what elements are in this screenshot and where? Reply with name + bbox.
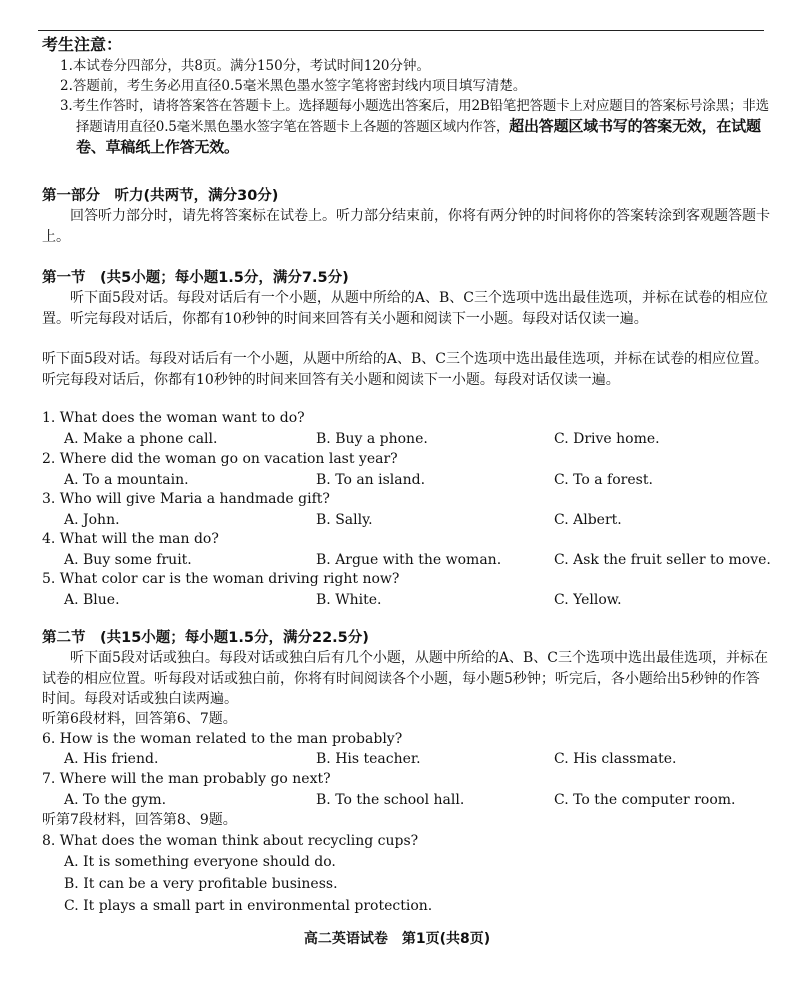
question-4-option-b: B. Argue with the woman. [316, 552, 502, 568]
question-4: 4. What will the man do? [42, 531, 219, 547]
notice-item-3 [42, 96, 772, 158]
notice-title: 考生注意： [42, 35, 123, 54]
question-2-option-b: B. To an island. [316, 472, 426, 488]
question-8-option-c: C. It plays a small part in environmental protection. [64, 898, 433, 914]
section2-instructions: 听下面5段对话或独白。每段对话或独白后有几个小题，从题中所给的A、B、C三个选项中选出最佳选项，并标在试卷的相应位置。听每段对话或独白前，你将有时间阅读各个小题，每小题5秒钟；听完后，各小题给出5秒钟的作答时间。每段对话或独白读两遍。 [42, 650, 769, 707]
top-rule [38, 30, 764, 31]
question-6: 6. How is the woman related to the man probably? [42, 731, 403, 747]
question-4-option-a: A. Buy some fruit. [64, 552, 192, 568]
section1-instructions-1: 听下面5段对话。每段对话后有一个小题，从题中所给的A、B、C三个选项中选出最佳选项，并标在试卷的相应位置。听完每段对话后，你都有10秒钟的时间来回答有关小题和阅读下一小题。每段对话仅读一遍。 [42, 290, 769, 327]
section2-heading: 第二节 (共15小题；每小题1.5分，满分22.5分) [42, 630, 369, 646]
question-6-option-b: B. His teacher. [316, 751, 421, 767]
material-7-label: 听第7段材料，回答第8、9题。 [42, 812, 237, 828]
question-7: 7. Where will the man probably go next? [42, 771, 331, 787]
notice-item-1: 1.本试卷分四部分，共8页。满分150分，考试时间120分钟。 [60, 58, 431, 74]
page-footer: 高二英语试卷 第1页(共8页) [303, 931, 491, 947]
question-6-option-a: A. His friend. [64, 751, 159, 767]
question-6-option-c: C. His classmate. [554, 751, 677, 767]
question-4-option-c: C. Ask the fruit seller to move. [554, 552, 771, 568]
question-7-option-c: C. To the computer room. [554, 792, 736, 808]
question-1-option-b: B. Buy a phone. [316, 431, 428, 447]
question-3-option-a: A. John. [64, 512, 120, 528]
question-8-option-a: A. It is something everyone should do. [64, 854, 336, 870]
question-7-option-a: A. To the gym. [64, 792, 167, 808]
question-5-option-c: C. Yellow. [554, 592, 622, 608]
part1-intro: 回答听力部分时，请先将答案标在试卷上。听力部分结束前，你将有两分钟的时间将你的答案转涂到客观题答题卡上。 [42, 208, 770, 245]
question-2-option-a: A. To a mountain. [64, 472, 189, 488]
notice-item-3-bold: 超出答题区域书写的答案无效，在试题卷、草稿纸上作答无效。 [76, 117, 761, 156]
notice-item-2: 2.答题前，考生务必用直径0.5毫米黑色墨水签字笔将密封线内项目填写清楚。 [60, 78, 527, 94]
part1-heading: 第一部分 听力(共两节，满分30分) [42, 188, 279, 204]
question-5-option-b: B. White. [316, 592, 382, 608]
question-3-option-c: C. Albert. [554, 512, 622, 528]
question-8: 8. What does the woman think about recycling cups? [42, 833, 419, 849]
question-1: 1. What does the woman want to do? [42, 410, 305, 426]
question-7-option-b: B. To the school hall. [316, 792, 465, 808]
question-3: 3. Who will give Maria a handmade gift? [42, 491, 330, 507]
question-2: 2. Where did the woman go on vacation last year? [42, 451, 398, 467]
question-3-option-b: B. Sally. [316, 512, 373, 528]
notice-item-3-text: 3.考生作答时，请将答案答在答题卡上。选择题每小题选出答案后，用2B铅笔把答题卡上对应题目的答案标号涂黑；非选择题请用直径0.5毫米黑色墨水签字笔在答题卡上各题的答题区域内作答， [60, 98, 769, 135]
question-2-option-c: C. To a forest. [554, 472, 653, 488]
notice-box [42, 34, 772, 158]
question-1-option-c: C. Drive home. [554, 431, 660, 447]
question-1-option-a: A. Make a phone call. [64, 431, 218, 447]
question-5: 5. What color car is the woman driving right now? [42, 571, 400, 587]
question-8-option-b: B. It can be a very profitable business. [64, 876, 338, 892]
section1-heading: 第一节 (共5小题；每小题1.5分，满分7.5分) [42, 270, 349, 286]
material-6-label: 听第6段材料，回答第6、7题。 [42, 711, 237, 727]
question-5-option-a: A. Blue. [64, 592, 120, 608]
section1-instructions-2: 听下面5段对话。每段对话后有一个小题，从题中所给的A、B、C三个选项中选出最佳选项，并标在试卷的相应位置。听完每段对话后，你都有10秒钟的时间来回答有关小题和阅读下一小题。每段对话仅读一遍。 [42, 351, 769, 388]
